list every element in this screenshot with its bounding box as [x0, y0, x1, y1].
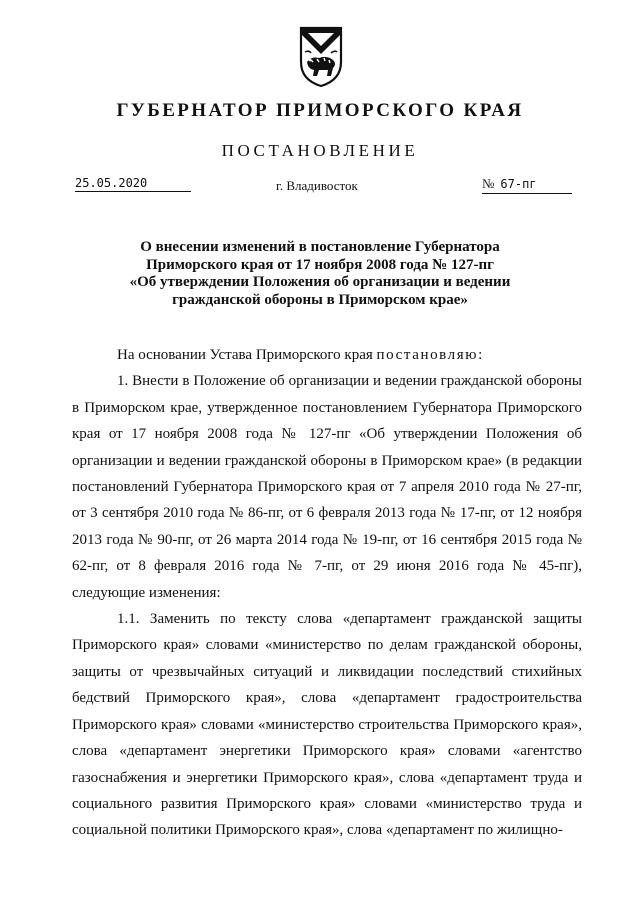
heading-line: Приморского края от 17 ноября 2008 года № 127-пг	[146, 256, 494, 273]
issuer-title: ГУБЕРНАТОР ПРИМОРСКОГО КРАЯ	[116, 100, 524, 121]
document-number: 67-пг	[500, 177, 537, 191]
document-body	[72, 342, 582, 844]
intro-keyword: постановляю	[376, 347, 479, 363]
document-type: ПОСТАНОВЛЕНИЕ	[221, 141, 419, 160]
heading-line: «Об утверждении Положения об организации и ведении	[129, 274, 511, 290]
document-number-field	[482, 176, 572, 194]
number-prefix: №	[482, 176, 495, 191]
heading-line: О внесении изменений в постановление Губернатора	[140, 239, 500, 255]
intro-end: :	[478, 347, 483, 363]
document-heading	[100, 239, 540, 309]
intro-text: На основании Устава Приморского края	[117, 347, 377, 363]
document-city: г. Владивосток	[276, 178, 358, 193]
heading-line: гражданской обороны в Приморском крае»	[172, 291, 468, 308]
document-date: 25.05.2020	[75, 176, 191, 192]
paragraph-1: 1. Внести в Положение об организации и ведении гражданской обороны в Приморском крае, утвержденное постановлением Губернатора Приморского края от 17 ноября 2008 года № 127-пг «Об утверждении Положения об организации и ведении гражданской обороны в Приморском крае» (в редакции постановлений Губернатора Приморского края от 7 апреля 2010 года № 27-пг, от 3 сентября 2010 года № 86-пг, от 6 февраля 2013 года № 17-пг, от 12 ноября 2013 года № 90-пг, от 26 марта 2014 года № 19-пг, от 16 сентября 2015 года № 62-пг, от 8 февраля 2016 года № 7-пг, от 29 июня 2016 года № 45-пг), следующие изменения:	[72, 373, 582, 601]
coat-of-arms-icon	[297, 24, 345, 88]
paragraph-1-1: 1.1. Заменить по тексту слова «департамент гражданской защиты Приморского края» словами «министерство по делам гражданской обороны, защиты от чрезвычайных ситуаций и ликвидации последствий стихийных бедствий Приморского края», слова «департамент градостроительства Приморского края» словами «министерство строительства Приморского края», слова «департамент энергетики Приморского края» словами «агентство газоснабжения и энергетики Приморского края», слова «департамент труда и социального развития Приморского края» словами «министерство труда и социальной политики Приморского края», слова «департамент по жилищно-	[72, 611, 582, 839]
intro-paragraph	[72, 342, 582, 368]
